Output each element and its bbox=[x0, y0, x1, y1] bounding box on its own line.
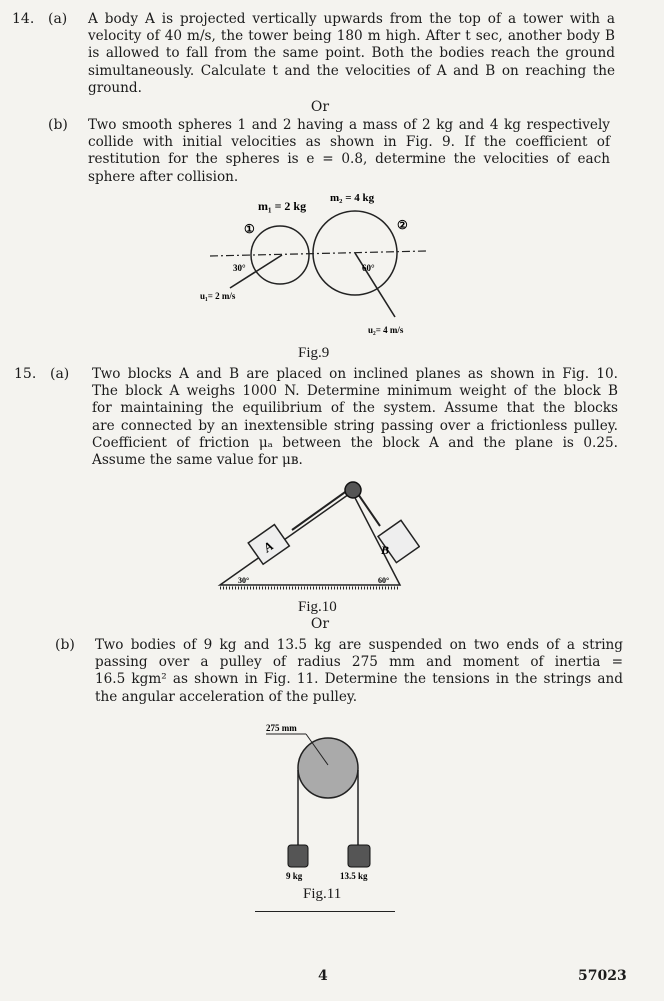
end-rule bbox=[255, 911, 395, 912]
text-line: is allowed to fall from the same point. Both the bodies reach the ground bbox=[88, 45, 615, 62]
text-line: the angular acceleration of the pulley. bbox=[95, 688, 358, 705]
paper-code: 57023 bbox=[578, 968, 627, 984]
mass-9kg-label: 9 kg bbox=[286, 871, 303, 881]
text-line: collide with initial velocities as shown in Fig. 9. If the coefficient of bbox=[88, 134, 610, 151]
sphere-1-number: ① bbox=[244, 222, 255, 236]
text-line: Coefficient of friction μₐ between the block A and the plane is 0.25. bbox=[92, 434, 618, 451]
block-b-label: B bbox=[381, 543, 390, 557]
or-separator: Or bbox=[310, 616, 330, 632]
block-a bbox=[248, 525, 289, 565]
angle-30: 30° bbox=[238, 576, 250, 585]
angle-60: 60° bbox=[362, 263, 375, 273]
block-a-label: A bbox=[260, 537, 277, 556]
question-14a-text bbox=[88, 11, 615, 97]
text-line: ground. bbox=[88, 79, 142, 96]
mass-13-5kg bbox=[348, 845, 370, 867]
page-number: 4 bbox=[318, 968, 328, 984]
text-line: Two bodies of 9 kg and 13.5 kg are suspended on two ends of a string bbox=[95, 637, 623, 653]
text-line: restitution for the spheres is e = 0.8, determine the velocities of each bbox=[88, 151, 610, 168]
text-line: velocity of 40 m/s, the tower being 180 m high. After t sec, another body B bbox=[88, 28, 615, 45]
text-line: simultaneously. Calculate t and the velocities of A and B on reaching the bbox=[88, 62, 615, 79]
angle-30: 30° bbox=[233, 263, 246, 273]
text-line: are connected by an inextensible string passing over a frictionless pulley. bbox=[92, 417, 618, 434]
pulley-disc bbox=[298, 738, 358, 798]
text-line: 16.5 kgm² as shown in Fig. 11. Determine the tensions in the strings and bbox=[95, 671, 623, 688]
question-number: 14. bbox=[12, 11, 35, 27]
m1-label: m₁ = 2 kg bbox=[258, 199, 307, 213]
text-line: Two blocks A and B are placed on inclined planes as shown in Fig. 10. bbox=[92, 366, 618, 382]
part-label: (b) bbox=[55, 637, 75, 653]
velocity-arrow-2 bbox=[355, 253, 395, 317]
text-line: for maintaining the equilibrium of the system. Assume that the blocks bbox=[92, 400, 618, 417]
question-number: 15. bbox=[14, 366, 37, 382]
pulley bbox=[345, 482, 361, 498]
part-label: (b) bbox=[48, 117, 68, 133]
figure-9-spheres bbox=[190, 185, 450, 345]
u1-label: u₁= 2 m/s bbox=[200, 291, 236, 301]
radius-label: 275 mm bbox=[266, 723, 297, 733]
part-label: (a) bbox=[50, 366, 70, 382]
text-line: Two smooth spheres 1 and 2 having a mass of 2 kg and 4 kg respectively bbox=[88, 117, 610, 133]
question-15a-text bbox=[92, 366, 618, 469]
text-line: Assume the same value for μʙ. bbox=[92, 452, 303, 469]
text-line: passing over a pulley of radius 275 mm and moment of inertia = bbox=[95, 654, 623, 671]
figure-9-caption: Fig.9 bbox=[298, 345, 330, 361]
figure-10-caption: Fig.10 bbox=[298, 599, 337, 615]
text-line: sphere after collision. bbox=[88, 168, 239, 185]
part-label: (a) bbox=[48, 11, 68, 27]
angle-60: 60° bbox=[378, 576, 390, 585]
figure-10-inclined-planes bbox=[200, 480, 420, 600]
m2-label: m₂ = 4 kg bbox=[330, 192, 375, 204]
mass-9kg bbox=[288, 845, 308, 867]
figure-11-caption: Fig.11 bbox=[303, 886, 342, 902]
u2-label: u₂= 4 m/s bbox=[368, 325, 404, 335]
text-line: The block A weighs 1000 N. Determine minimum weight of the block B bbox=[92, 383, 618, 400]
or-separator: Or bbox=[310, 99, 330, 115]
text-line: A body A is projected vertically upwards from the top of a tower with a bbox=[88, 11, 615, 27]
sphere-2-number: ② bbox=[397, 218, 408, 232]
question-15b-text bbox=[95, 637, 623, 706]
mass-13-5kg-label: 13.5 kg bbox=[340, 871, 368, 881]
figure-11-pulley bbox=[240, 715, 410, 885]
question-14b-text bbox=[88, 117, 610, 186]
